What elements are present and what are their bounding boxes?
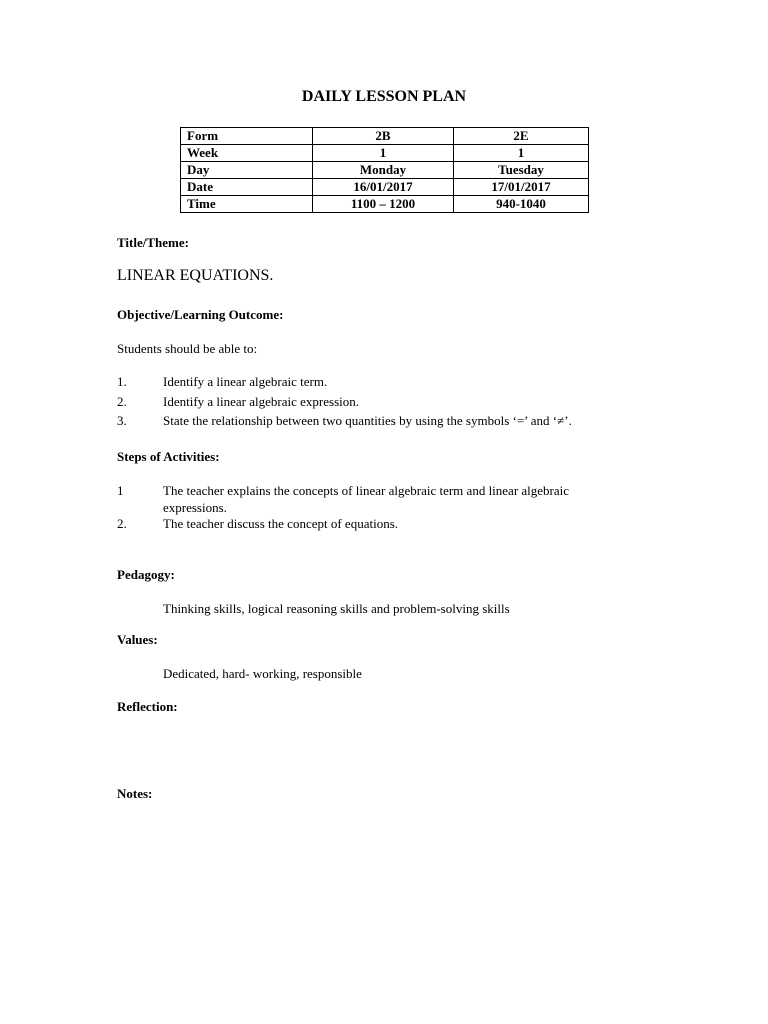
title-theme-value: LINEAR EQUATIONS. xyxy=(117,267,274,284)
table-cell: 2B xyxy=(313,128,454,145)
objective-item-number: 3. xyxy=(117,413,127,428)
objective-item-text: Identify a linear algebraic expression. xyxy=(163,394,359,409)
table-row xyxy=(181,179,589,196)
table-row xyxy=(181,128,589,145)
notes-heading: Notes: xyxy=(117,786,153,801)
pedagogy-text: Thinking skills, logical reasoning skills and problem-solving skills xyxy=(163,601,510,616)
table-cell: Date xyxy=(181,179,313,196)
table-cell: 940-1040 xyxy=(454,196,589,213)
objective-item-text: State the relationship between two quantities by using the symbols ‘=’ and ‘≠’. xyxy=(163,413,572,428)
table-cell: Day xyxy=(181,162,313,179)
table-row xyxy=(181,162,589,179)
step-item-text: The teacher discuss the concept of equations. xyxy=(163,516,398,531)
table-cell: Monday xyxy=(313,162,454,179)
table-cell: Week xyxy=(181,145,313,162)
objective-heading: Objective/Learning Outcome: xyxy=(117,307,284,322)
pedagogy-heading: Pedagogy: xyxy=(117,567,175,582)
reflection-heading: Reflection: xyxy=(117,699,178,714)
steps-heading: Steps of Activities: xyxy=(117,449,220,464)
step-item-text: The teacher explains the concepts of linear algebraic term and linear algebraic xyxy=(163,483,570,498)
objective-item-number: 1. xyxy=(117,374,127,389)
table-cell: Time xyxy=(181,196,313,213)
page-title: DAILY LESSON PLAN xyxy=(301,88,467,105)
step-item-text-continued: expressions. xyxy=(163,500,227,515)
title-theme-heading: Title/Theme: xyxy=(117,235,189,250)
table-cell: 2E xyxy=(454,128,589,145)
table-cell: 1100 – 1200 xyxy=(313,196,454,213)
step-item-number: 1 xyxy=(117,483,124,498)
table-cell: 17/01/2017 xyxy=(454,179,589,196)
objective-item-text: Identify a linear algebraic term. xyxy=(163,374,328,389)
table-row xyxy=(181,196,589,213)
table-cell: Form xyxy=(181,128,313,145)
table-cell: 1 xyxy=(454,145,589,162)
step-item-number: 2. xyxy=(117,516,127,531)
objective-intro: Students should be able to: xyxy=(117,341,258,356)
table-cell: 16/01/2017 xyxy=(313,179,454,196)
objective-item-number: 2. xyxy=(117,394,127,409)
values-text: Dedicated, hard- working, responsible xyxy=(163,666,362,681)
table-row xyxy=(181,145,589,162)
lesson-info-table xyxy=(180,127,589,213)
table-cell: Tuesday xyxy=(454,162,589,179)
values-heading: Values: xyxy=(117,632,158,647)
table-cell: 1 xyxy=(313,145,454,162)
